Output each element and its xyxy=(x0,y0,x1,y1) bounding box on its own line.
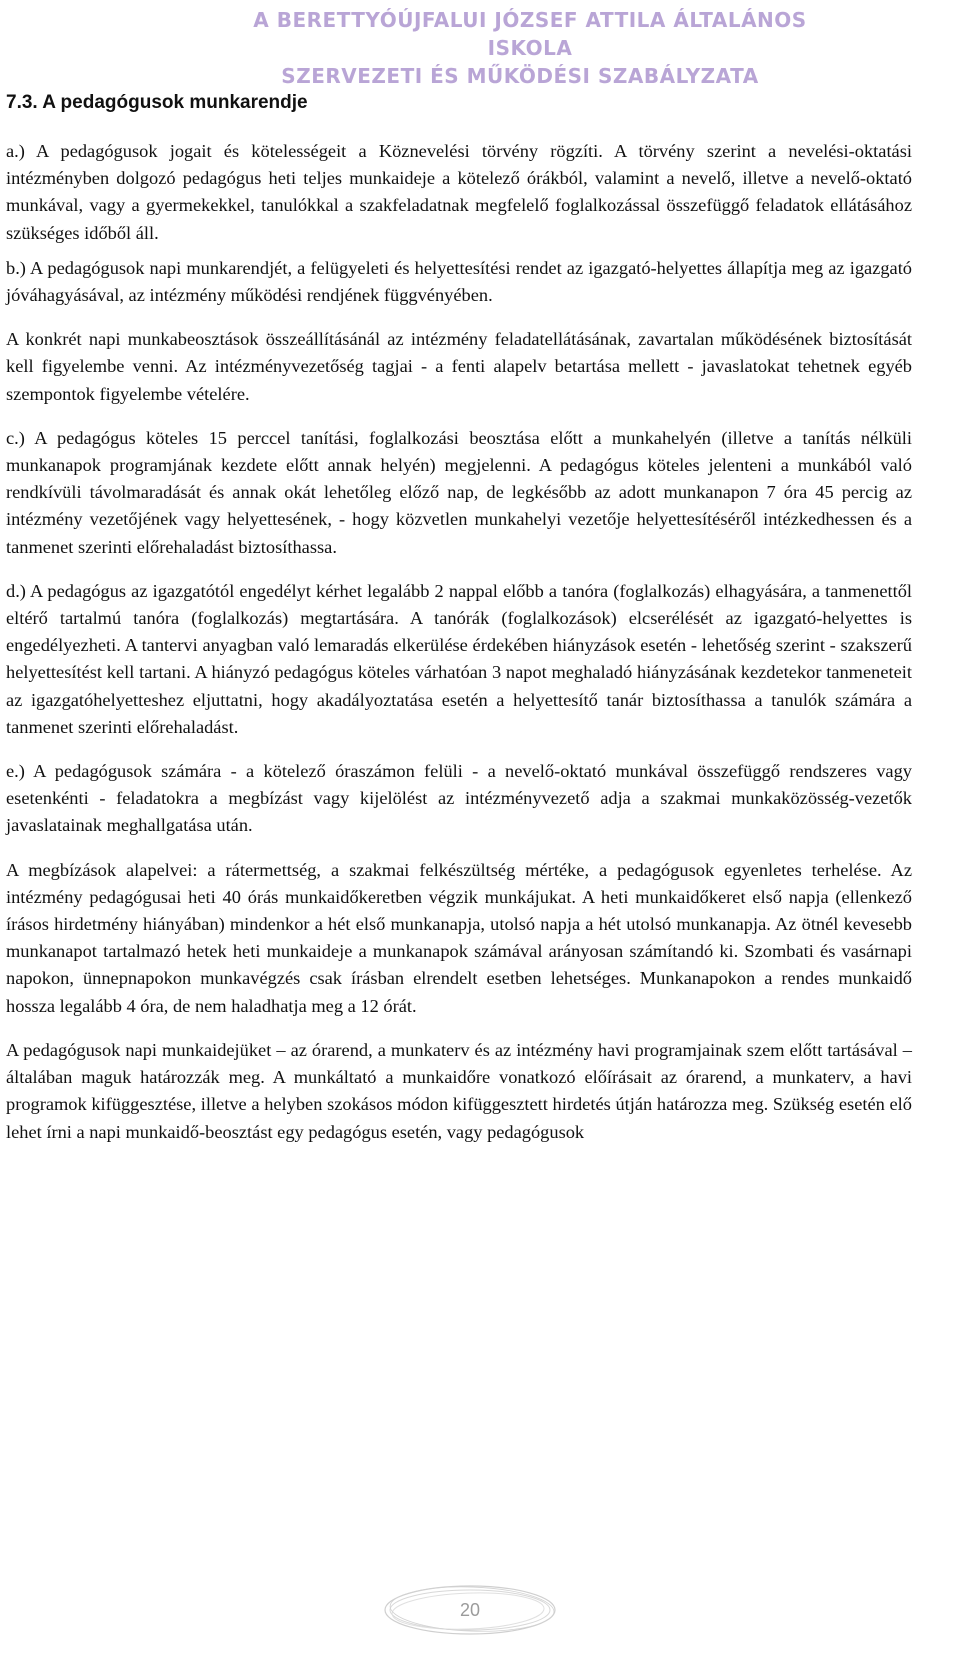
paragraph-d: d.) A pedagógus az igazgatótól engedélyt kérhet legalább 2 nappal előbb a tanóra (foglalkozás) elhagyására, a tanmenettől eltérő tartalmú tanóra (foglalkozás) megtartására. A tanórák (foglalkozások) elcserélését az igazgató-helyettes is engedélyezheti. A tantervi anyagban való lemaradás elkerülése érdekében hiányzások esetén - lehetőség szerint - szakszerű helyettesítést kell tartani. A hiányzó pedagógus köteles várhatóan 3 napot meghaladó hiányzásának kezdetekor tanmeneteit az igazgatóhelyetteshez eljuttatni, hogy akadályoztatása esetén a helyettesítő tanár biztosíthassa a tanulók számára a tanmenet szerinti előrehaladást. xyxy=(6,580,912,737)
paragraph-e: e.) A pedagógusok számára - a kötelező óraszámon felüli - a nevelő-oktató munkával összefüggő rendszeres vagy esetenkénti - feladatokra a megbízást vagy kijelölést az intézményvezető adja a szakmai munkaközösség-vezetők javaslatainak meghallgatása után. xyxy=(6,761,912,836)
paragraph-a: a.) A pedagógusok jogait és kötelességeit a Köznevelési törvény rögzíti. A törvény szerint a nevelési-oktatási intézményben dolgozó pedagógus heti teljes munkaideje a kötelező órákból, valamint a nevelő, illetve a nevelő-oktató munkával, vagy a gyermekekkel, tanulókkal a szakfeladatnak megfelelő foglalkozással összefüggő feladatok ellátásához szükséges időből áll. xyxy=(6,141,912,243)
paragraph-c: c.) A pedagógus köteles 15 perccel tanítási, foglalkozási beosztása előtt a munkahelyén (illetve a tanítás nélküli munkanapok programjának kezdete előtt annak helyén) megjelenni. A pedagógus köteles jelenteni a munkából való rendkívüli távolmaradását és annak okát lehetőleg előző nap, de legkésőbb az adott munkanapon 7 óra 45 percig az intézmény vezetőjének vagy helyettesének, - hogy közvetlen munkahelyi vezetője helyettesítéséről intézkedhessen és a tanmenet szerinti előrehaladást biztosíthassa. xyxy=(6,427,912,557)
paragraph-working-hours: A pedagógusok napi munkaidejüket – az órarend, a munkaterv és az intézmény havi programjainak szem előtt tartásával – általában maguk határozzák meg. A munkáltató a munkaidőre vonatkozó előírásait az órarend, a munkaterv, a havi programok kifüggesztése, illetve a helyben szokásos módon kifüggesztett hirdetés útján határozza meg. Szükség esetén elő lehet írni a napi munkaidő-beosztást egy pedagógus esetén, vagy pedagógusok xyxy=(6,1039,912,1142)
document-body xyxy=(6,138,912,1163)
section-title: 7.3. A pedagógusok munkarendje xyxy=(6,92,308,113)
document-header xyxy=(140,6,840,90)
header-document-title: SZERVEZETI ÉS MŰKÖDÉSI SZABÁLYZATA xyxy=(281,64,759,88)
paragraph-b: b.) A pedagógusok napi munkarendjét, a felügyeleti és helyettesítési rendet az igazgató-helyettes állapítja meg az igazgató jóváhagyásával, az intézmény működési rendjének függvényében. xyxy=(6,257,912,306)
paragraph-b-continued: A konkrét napi munkabeosztások összeállításánál az intézmény feladatellátásának, zavartalan működésének biztosítását kell figyelembe venni. Az intézményvezetőség tagjai - a fenti alapelv betartása mellett - javaslatokat tehetnek egyéb szempontok figyelembe vételére. xyxy=(6,329,912,404)
header-school-name: A BERETTYÓÚJFALUI JÓZSEF ATTILA ÁLTALÁNOS ISKOLA xyxy=(253,8,807,60)
page-number: 20 xyxy=(459,1600,481,1620)
page-footer xyxy=(380,1580,580,1640)
paragraph-assignment-principles: A megbízások alapelvei: a rátermettség, a szakmai felkészültség mértéke, a pedagógusok egyenletes terhelése. Az intézmény pedagógusai heti 40 órás munkaidőkeretben végzik munkájukat. A heti munkaidőkeret első napja (ellenkező írásos hirdetmény hiányában) mindenkor a hét első munkanapja, utolsó napja a hét utolsó munkanapja. Az ötnél kevesebb munkanapot tartalmazó hetek heti munkaideje a munkanapok számával arányosan számítandó ki. Szombati és vasárnapi napokon, ünnepnapokon munkavégzés csak írásban elrendelt esetben lehetséges. Munkanapokon a rendes munkaidő hossza legalább 4 óra, de nem haladhatja meg a 12 órát. xyxy=(6,859,912,1016)
